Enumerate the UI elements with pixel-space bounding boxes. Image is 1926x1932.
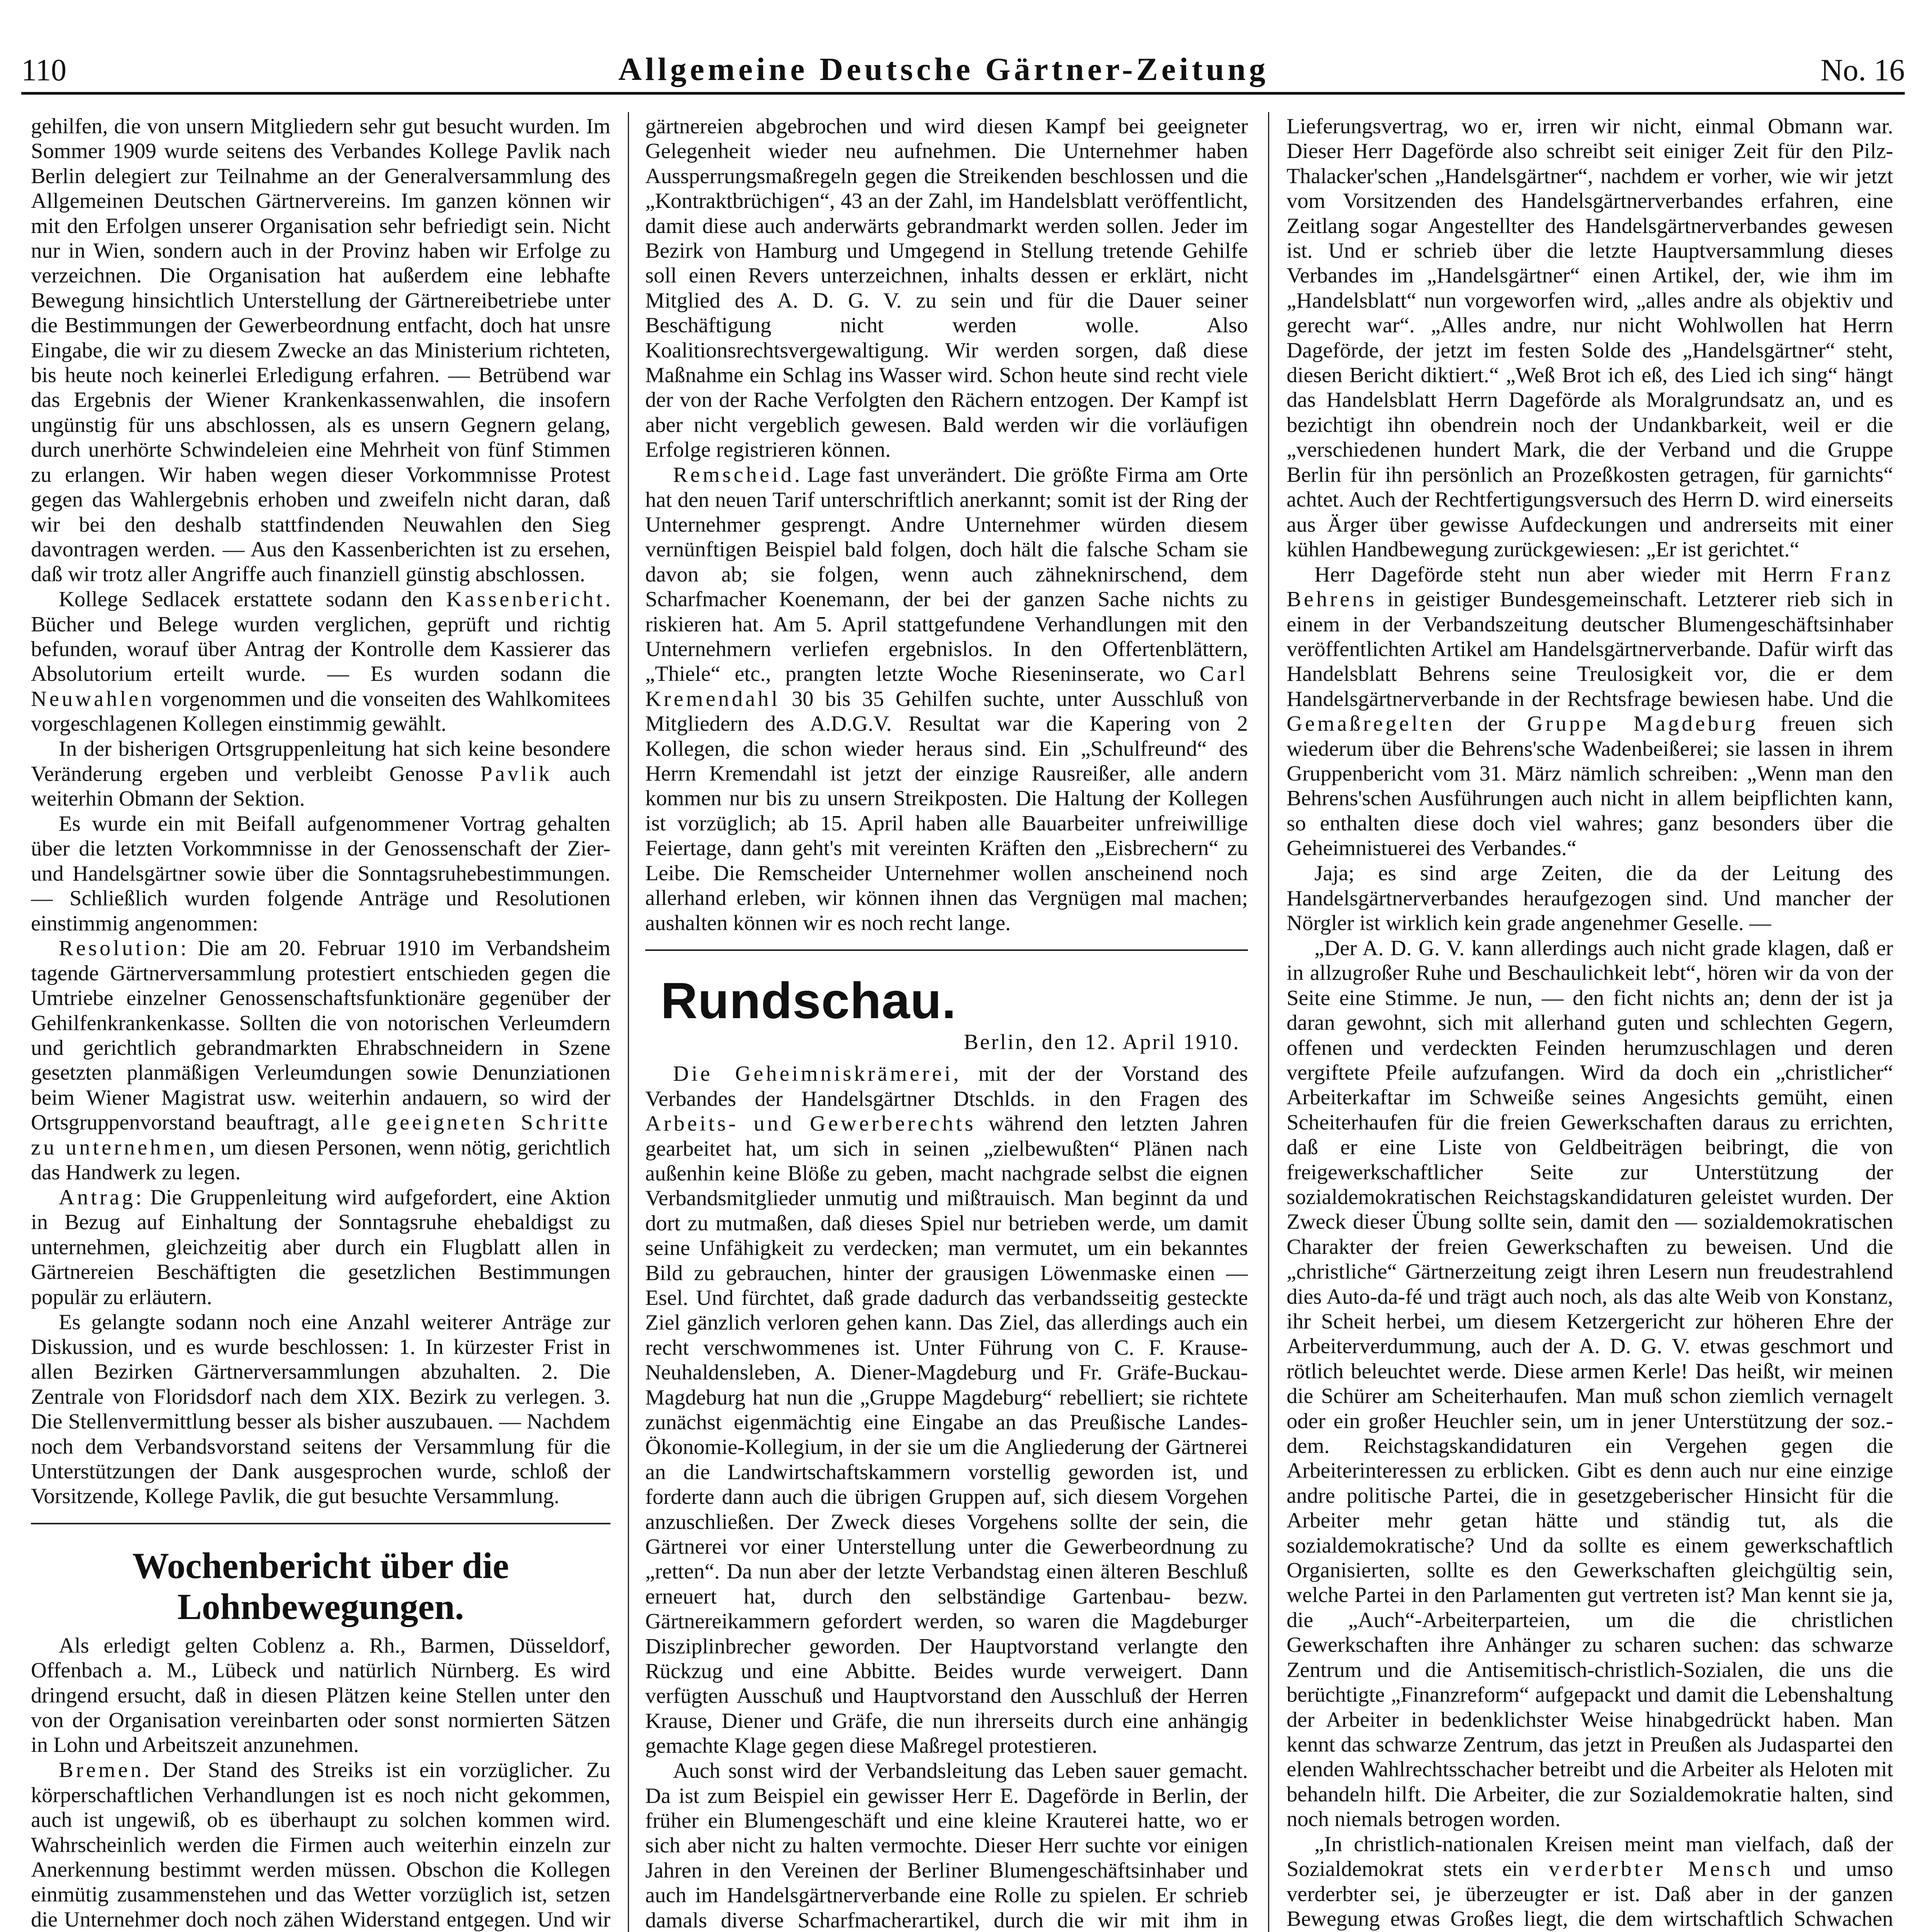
section-divider [31, 1523, 610, 1524]
paragraph [1287, 1832, 1893, 1932]
text-run: : Die Gruppenleitung wird aufgefordert, eine Aktion in Bezug auf Einhaltung der Sonntagsruhe ehebaldigst zu unternehmen, gleichzeitig aber durch ein Flugblatt allen in Gärtnereien Beschäftigten die gesetzlichen Bestimmungen populär zu erläutern. [31, 1185, 610, 1309]
paragraph [31, 1185, 610, 1310]
issue-number: No. 16 [1821, 53, 1905, 87]
paragraph [645, 1061, 1248, 1758]
spaced-term: Pavlik [480, 762, 552, 786]
newspaper-title: Allgemeine Deutsche Gärtner-Zeitung [618, 51, 1269, 87]
paragraph: Es gelangte sodann noch eine Anzahl weiterer Anträge zur Diskussion, und es wurde beschlossen: 1. In kürzester Frist in allen Bezirken Gärtnerversammlungen abzuhalten. 2. Die Zentrale von Floridsdorf nach dem XIX. Bezirk zu verlegen. 3. Die Stellenvermittlung besser als bisher auszubauen. — Nachdem noch dem Verbandsvorstand seitens der Versammlung für die Unterstützungen der Dank ausgesprochen wurde, schloß der Vorsitzende, Kollege Pavlik, die gut besuchte Versammlung. [31, 1310, 610, 1509]
spaced-term: Bremen [59, 1758, 144, 1782]
text-run: und umso verderbter sei, je überzeugter er ist. Daß aber in der ganzen Bewegung etwas Großes liegt, die dem wirtschaftlich Schwachen [1287, 1857, 1893, 1931]
spaced-term: Antrag [59, 1185, 136, 1209]
text-run: der [1455, 712, 1527, 736]
text-run: in geistiger Bundesgemeinschaft. Letzterer rieb sich in einem in der Verbandszeitung deutscher Blumengeschäftsinhaber veröffentlichten Artikel am Handelsgärtnerverbande. Dafür wirft das Handelsblatt Behrens seine Treulosigkeit vor, die er dem Handelsgärtnerverbande in der Rechtsfrage bewiesen habe. Und die [1287, 587, 1893, 711]
paragraph: Es wurde ein mit Beifall aufgenommener Vortrag gehalten über die letzten Vorkommnisse in der Genossenschaft der Zier- und Handelsgärtner sowie über die Sonntagsruhebestimmungen. — Schließlich wurden folgende Anträge und Resolutionen einstimmig angenommen: [31, 811, 610, 935]
section-heading: Wochenbericht über die Lohnbewegungen. [132, 1545, 509, 1627]
spaced-term: Resolution [59, 936, 180, 961]
spaced-term: Carl Kremendahl [645, 662, 1248, 711]
text-run: , um diesen Personen, wenn nötig, gerichtlich das Handwerk zu legen. [31, 1135, 610, 1185]
dateline: Berlin, den 12. April 1910. [964, 1030, 1240, 1054]
paragraph: gärtnereien abgebrochen und wird diesen Kampf bei geeigneter Gelegenheit wieder neu aufnehmen. Die Unternehmer haben Aussperrungsmaßregeln gegen die Streikenden beschlossen und die „Kontraktbrüchigen“, 43 an der Zahl, im Handelsblatt veröffentlicht, damit diese auch anderwärts gebrandmarkt werden sollen. Jeder im Bezirk von Hamburg und Umgegend in Stellung tretende Gehilfe soll einen Revers unterzeichnen, inhalts dessen er erklärt, nicht Mitglied des A. D. G. V. zu sein und für die Dauer seiner Beschäftigung nicht werden wolle. Also Koalitionsrechtsvergewaltigung. Wir werden sorgen, daß diese Maßnahme ein Schlag ins Wasser wird. Schon heute sind recht viele der von der Rache Verfolgten den Rächern entzogen. Der Kampf ist aber nicht vergeblich gewesen. Bald werden wir die vorläufigen Erfolge registrieren können. [645, 114, 1248, 462]
paragraph: gehilfen, die von unsern Mitgliedern sehr gut besucht wurden. Im Sommer 1909 wurde seitens des Verbandes Kollege Pavlik nach Berlin delegiert zur Teilnahme an der Generalversammlung des Allgemeinen Deutschen Gärtnervereins. Im ganzen können wir mit den Erfolgen unserer Organisation sehr befriedigt sein. Nicht nur in Wien, sondern auch in der Provinz haben wir Erfolge zu verzeichnen. Die Organisation hat außerdem eine lebhafte Bewegung hinsichtlich Unterstellung der Gärtnereibetriebe unter die Bestimmungen der Gewerbeordnung entfacht, doch hat unsre Eingabe, die wir zu diesem Zwecke an das Ministerium richteten, bis heute noch keinerlei Erledigung erfahren. — Betrübend war das Ergebnis der Wiener Krankenkassenwahlen, die insofern ungünstig für uns abschlossen, als es unsern Gegnern gelang, durch unerhörte Schwindeleien eine Mehrheit von fünf Stimmen zu erlangen. Wir haben wegen dieser Vorkommnisse Protest gegen das Wahlergebnis erhoben und zweifeln nicht daran, daß wir bei den deshalb stattfindenden Neuwahlen den Sieg davontragen werden. — Aus den Kassenberichten ist zu ersehen, daß wir trotz aller Angriffe auch finanziell günstig abschlossen. [31, 114, 610, 587]
text-run: auch weiterhin Obmann der Sektion. [31, 762, 610, 811]
paragraph [1287, 562, 1893, 861]
spaced-term: verderbter Mensch [1549, 1857, 1773, 1881]
paragraph [31, 587, 610, 736]
column-divider [1268, 112, 1269, 1932]
spaced-term: Gruppe Magdeburg [1527, 712, 1758, 736]
spaced-term: alle geeigneten Schritte zu unternehmen [31, 1111, 610, 1160]
column-divider [628, 112, 629, 1932]
text-run: während den letzten Jahren gearbeitet hat, um sich in seinen „zielbewußten“ Plänen nach außenhin keine Blöße zu geben, macht nachgrade selbst die eignen Verbandsmitglieder unmutig und mißtrauisch. Man beginnt da und dort zu mutmaßen, daß dieses Spiel nur betrieben werde, um damit seine Unfähigkeit zu verdecken; man vermutet, um ein bekanntes Bild zu gebrauchen, hinter der grausigen Löwenmaske einen — Esel. Und fürchtet, daß grade dadurch das verbandsseitig gesteckte Ziel gänzlich verloren gehen kann. Das Ziel, das allerdings auch ein recht verschwommenes ist. Unter Führung von C. F. Krause-Neuhaldensleben, A. Diener-Magdeburg und Fr. Gräfe-Buckau-Magdeburg hat nun die „Gruppe Magdeburg“ rebelliert; sie richtete zunächst eigenmächtig eine Eingabe an das Preußische Landes-Ökonomie-Kollegium, in der sie um die Angliederung der Gärtnerei an die Landwirtschaftskammern vorstellig geworden ist, und forderte dann auch die übrigen Gruppen auf, sich diesem Vorgehen anzuschließen. Der Zweck dieses Vorgehens sollte der sein, die Gärtnerei vor einer Unterstellung unter die Gewerbeordnung zu „retten“. Da nun aber der letzte Verbandstag einen älteren Beschluß erneuert hat, durch den selbständige Gartenbau- bezw. Gärtnereikammern gefordert werden, so waren die Magdeburger Disziplinbrecher geworden. Der Hauptvorstand verlangte den Rückzug und eine Abbitte. Beides wurde verweigert. Dann verfügten Ausschuß und Hauptvorstand den Ausschluß der Herren Krause, Diener und Gräfe, die nun ihrerseits durch eine anhängig gemachte Klage gegen diese Maßregel protestieren. [645, 1112, 1248, 1758]
spaced-term: Gemaßregelten [1287, 712, 1455, 736]
section-heading: Rundschau. [661, 972, 957, 1029]
section-divider [645, 949, 1248, 951]
text-run: 30 bis 35 Gehilfen suchte, unter Ausschluß von Mitgliedern des A.D.G.V. Resultat war die Kapering von 2 Kollegen, die schon wieder heraus sind. Ein „Schulfreund“ des Herrn Kremendahl ist jetzt der einzige Rausreißer, alle andern kommen nur bis zu unsern Streikposten. Die Haltung der Kollegen ist vorzüglich; ab 15. April haben alle Bauarbeiter unfreiwillige Feiertage, dann geht's mit vereinten Kräften den „Eisbrechern“ zu Leibe. Die Remscheider Unternehmer wollen anscheinend noch allerhand erleben, wir können ihnen das Vergnügen mal machen; aushalten können wir es noch recht lange. [645, 687, 1248, 935]
text-run: . Bücher und Belege wurden verglichen, geprüft und richtig befunden, worauf über Antrag der Kontrolle dem Kassierer das Absolutorium erteilt wurde. — Es wurden sodann die [31, 587, 610, 686]
spaced-term: Remscheid [673, 463, 795, 487]
text-run: , mit der der Vorstand des Verbandes der Handelsgärtner Dtschlds. in den Fragen des [645, 1062, 1248, 1111]
text-run: freuen sich wiederum über die Behrens'sche Wadenbeißerei; sie lassen in ihrem Gruppenbericht vom 31. März nämlich schreiben: „Wenn man den Behrens'schen Ausführungen auch nicht in allem beipflichten kann, so enthalten diese doch viel wahres; ganz besonders über die Geheimnistuerei des Verbandes.“ [1287, 712, 1893, 861]
text-run: . Der Stand des Streiks ist ein vorzüglicher. Zu körperschaftlichen Verhandlungen ist es noch nicht gekommen, auch ist ungewiß, ob es überhaupt zu solchen kommen wird. Wahrscheinlich werden die Firmen auch weiterhin einzeln zur Anerkennung bestimmt werden müssen. Obschon die Kollegen einmütig zusammenstehen und das Wetter vorzüglich ist, setzen die Unternehmer doch noch zähen Widerstand entgegen. Und wir [31, 1758, 610, 1932]
paragraph: Als erledigt gelten Coblenz a. Rh., Barmen, Düsseldorf, Offenbach a. M., Lübeck und natürlich Nürnberg. Es wird dringend ersucht, daß in diesen Plätzen keine Stellen unter den von der Organisation vereinbarten oder sonst normierten Sätzen in Lohn und Arbeitszeit anzunehmen. [31, 1633, 610, 1757]
spaced-term: Neuwahlen [31, 687, 155, 711]
paragraph [31, 736, 610, 811]
text-run: „In christlich-nationalen Kreisen meint man vielfach, daß der Sozialdemokrat stets ein [1287, 1832, 1893, 1881]
paragraph [645, 463, 1248, 935]
column-1 [31, 114, 610, 1932]
spaced-term: Arbeits- und Gewerberechts [645, 1112, 976, 1136]
paragraph [31, 936, 610, 1185]
paragraph: Jaja; es sind arge Zeiten, die da der Leitung des Handelsgärtnerverbandes heraufgezogen sind. Und mancher der Nörgler ist wirklich kein grade angenehmer Geselle. — [1287, 861, 1893, 935]
paragraph: „Der A. D. G. V. kann allerdings auch nicht grade klagen, daß er in allzugroßer Ruhe und Beschaulichkeit lebt“, hören wir da von der Seite eine Stimme. Je nun, — den ficht nichts an; denn der ist ja daran gewohnt, sich mit allerhand guten und schlechten Gegern, offenen und verdeckten Feinden herumzuschlagen und deren vergiftete Pfeile aufzufangen. Wird da doch ein „christlicher“ Arbeiterkaftar im Schweiße seines Angesichts gemüht, einen Scheiterhaufen für die freien Gewerkschaften daraus zu errichten, daß er eine Liste von Geldbeiträgen beibringt, die von freigewerkschaftlicher Seite zur Unterstützung der sozialdemokratischen Reichstagskandidaturen geleistet wurden. Der Zweck dieser Übung sollte sein, damit den — sozialdemokratischen Charakter der freien Gewerkschaften zu beweisen. Und die „christliche“ Gärtnerzeitung zeigt ihren Lesern nun freudestrahlend dies Auto-da-fé und trägt auch noch, als das alte Weib von Konstanz, ihr Scheit herbei, um diesem Ketzergericht zur höheren Ehre der Arbeiterverdummung, auch der A. D. G. V. etwas geschmort und rötlich beleuchtet werde. Diese armen Kerle! Das heißt, wir meinen die Schürer am Scheiterhaufen. Man muß schon ziemlich vernagelt oder ein großer Heuchler sein, um in jener Unterstützung der soz.-dem. Reichstagskandidaturen ein Vergehen gegen die Arbeiterinteressen zu erblicken. Gibt es denn auch nur eine einzige andre politische Partei, die in gesetzgeberischer Hinsicht für die Arbeiter mehr getan hätte und ständig tut, als die sozialdemokratische? Und da sollte es einem gewerkschaftlich Organisierten, sollte es den Gewerkschaften gleichgültig sein, welche Partei in den Parlamenten gut vertreten ist? Man kennt sie ja, die „Auch“-Arbeiterparteien, um die die christlichen Gewerkschaften ihre Anhänger zu scharen suchen: das schwarze Zentrum und die Antisemitisch-christlich-Sozialen, die uns die berüchtigte „Finanzreform“ aufgepackt und damit die Lebenshaltung der Arbeiter in bedenklichster Weise hinabgedrückt haben. Man kennt das schwarze Zentrum, das jetzt in Preußen als Judaspartei den elenden Wahlrechtsschacher betreibt und die Arbeiter als Heloten mit behandeln hilft. Die Arbeiter, die zur Sozialdemokratie halten, sind noch niemals betrogen worden. [1287, 936, 1893, 1832]
spaced-term: Die Geheimniskrämerei [673, 1062, 954, 1086]
text-run: : Die am 20. Februar 1910 im Verbandsheim tagende Gärtnerversammlung protestiert entschieden gegen die Umtriebe einzelner Genossenschaftsfunktionäre gegenüber der Gehilfenkrankenkasse. Sollten die von notorischen Verleumdern und gerichtlich gebrandmarkten Ehrabschneidern in Szene gesetzten planmäßigen Verleumdungen sowie Denunziationen beim Wiener Magistrat usw. weiterhin andauern, so wird der Ortsgruppenvorstand beauftragt, [31, 936, 610, 1135]
page-number: 110 [21, 53, 67, 87]
paragraph [31, 1758, 610, 1932]
paragraph: Auch sonst wird der Verbandsleitung das Leben sauer gemacht. Da ist zum Beispiel ein gewisser Herr E. Dageförde in Berlin, der früher ein Blumengeschäft und eine kleine Krauterei hatte, wo er sich aber nicht zu halten vermochte. Dieser Herr suchte vor einigen Jahren in den Vereinen der Berliner Blumengeschäftsinhaber und auch im Handelsgärtnerverbande eine Rolle zu spielen. Er schrieb damals diverse Scharfmacherartikel, durch die wir mit ihm in [645, 1759, 1248, 1932]
text-run: Herr Dageförde steht nun aber wieder mit Herrn [1314, 562, 1830, 587]
text-run: Kollege Sedlacek erstattete sodann den [59, 587, 446, 612]
spaced-term: Franz Behrens [1287, 562, 1893, 612]
text-run: . Lage fast unverändert. Die größte Firma am Orte hat den neuen Tarif unterschriftlich anerkannt; somit ist der Ring der Unternehmer gesprengt. Andre Unternehmer würden diesem vernünftigen Beispiel bald folgen, doch hält die falsche Scham sie davon ab; sie folgen, wenn auch zähneknirschend, dem Scharfmacher Koenemann, der bei der ganzen Sache nichts zu riskieren hat. Am 5. April stattgefundene Verhandlungen mit den Unternehmern verliefen ergebnislos. In den Offertenblättern, „Thiele“ etc., prangten letzte Woche Rieseninserate, wo [645, 463, 1248, 686]
page-header [21, 37, 1905, 95]
spaced-term: Kassenbericht [446, 587, 605, 612]
paragraph: Lieferungsvertrag, wo er, irren wir nicht, einmal Obmann war. Dieser Herr Dageförde also schreibt seit einiger Zeit für den Pilz-Thalacker'schen „Handelsgärtner“, nachdem er vorher, wie wir jetzt vom Vorsitzenden des Handelsgärtnerverbandes erfahren, eine Zeitlang sogar Angestellter des Handelsgärtnerverbandes gewesen ist. Und er schrieb über die letzte Hauptversammlung dieses Verbandes im „Handelsgärtner“ einen Artikel, der, wie ihm im „Handelsblatt“ nun vorgeworfen wird, „alles andre als objektiv und gerecht war“. „Alles andre, nur nicht Wohlwollen hat Herrn Dageförde, der jetzt im festen Solde des „Handelsgärtner“ steht, diesen Bericht diktiert.“ „Weß Brot ich eß, des Lied ich sing“ hängt das Handelsblatt Herrn Dageförde als Moralgrundsatz an, und es bezichtigt ihn obendrein noch der Undankbarkeit, weil er die „verschiedenen hundert Mark, die der Verband und die Gruppe Berlin für ihn persönlich an Prozeßkosten getragen, für garnichts“ achtet. Auch der Rechtfertigungsversuch des Herrn D. wird einerseits aus Ärger über gewisse Aufdeckungen und andrerseits mit einer kühlen Handbewegung zurückgewiesen: „Er ist gerichtet.“ [1287, 114, 1893, 561]
column-2 [645, 114, 1248, 1932]
text-run: vorgenommen und die vonseiten des Wahlkomitees vorgeschlagenen Kollegen einstimmig gewählt. [31, 687, 610, 736]
column-3 [1287, 114, 1893, 1932]
text-run: In der bisherigen Ortsgruppenleitung hat sich keine besondere Veränderung ergeben und verbleibt Genosse [31, 737, 610, 786]
